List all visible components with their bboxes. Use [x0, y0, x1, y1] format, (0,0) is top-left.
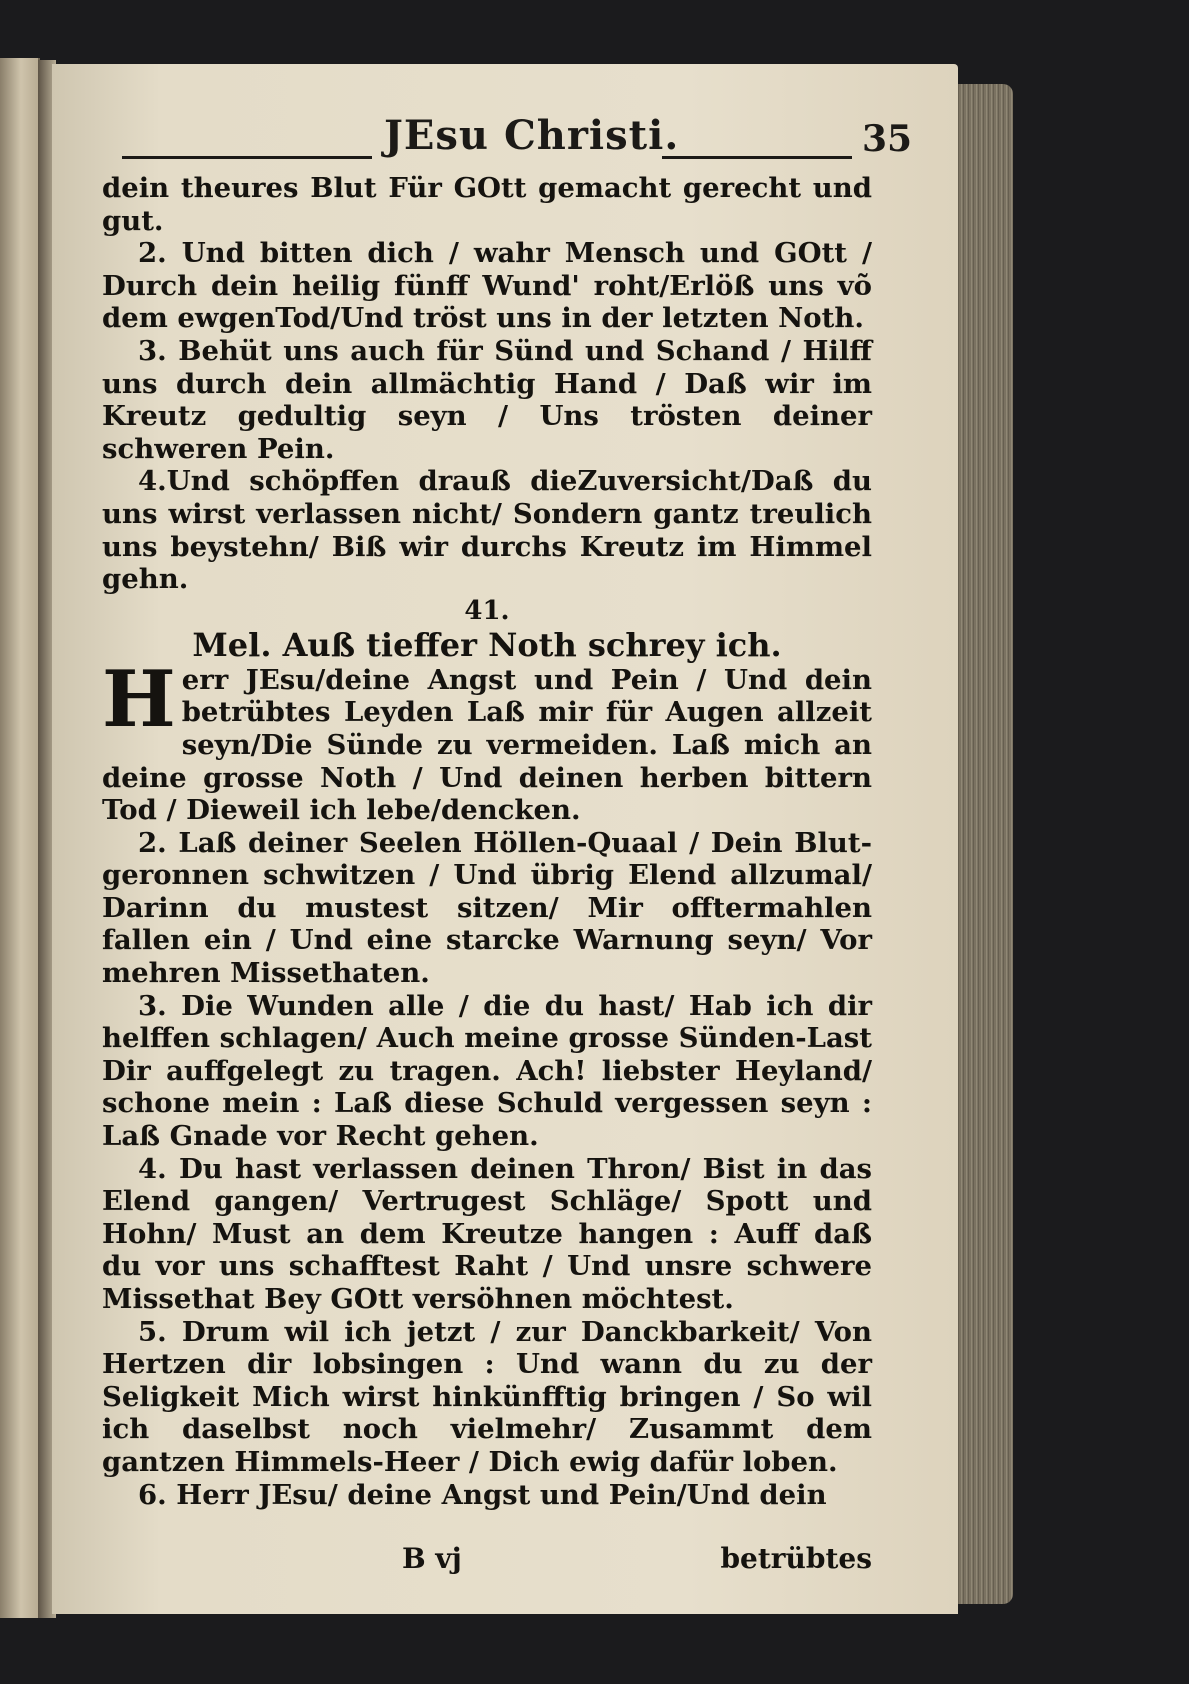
verse-40-2: 2. Und bitten dich / wahr Mensch und GOtt / Durch dein heilig fünff Wund' roht/Erlöß uns võ dem ewgenTod/Und tröst uns in der letzten Noth. [102, 237, 872, 335]
page-fore-edges [955, 84, 1013, 1604]
header-rule-left [122, 156, 372, 159]
page-text [102, 172, 872, 1511]
book-page [52, 64, 958, 1614]
melody-line: Mel. Auß tieffer Noth schrey ich. [192, 625, 782, 664]
header-rule-right [662, 156, 852, 159]
verse-40-3: 3. Behüt uns auch für Sünd und Schand / Hilff uns durch dein allmächtig Hand / Daß wir im Kreutz gedultig seyn / Uns trösten deiner schweren Pein. [102, 334, 872, 465]
verse-41-4: 4. Du hast verlassen deinen Thron/ Bist in das Elend gangen/ Vertrugest Schläge/ Spott und Hohn/ Must an dem Kreutze hangen : Auff daß du vor uns schafftest Raht / Und unsre schwere Missethat Bey GOtt versöhnen möchtest. [102, 1152, 872, 1315]
verse-41-6: 6. Herr JEsu/ deine Angst und Pein/Und dein [138, 1478, 827, 1511]
verse-41-2: 2. Laß deiner Seelen Höllen-Quaal / Dein Blut-geronnen schwitzen / Und übrig Elend allzumal/ Darinn du mustest sitzen/ Mir offtermahlen fallen ein / Und eine starcke Warnung seyn/ Vor mehren Missethaten. [102, 826, 872, 990]
catchword: betrübtes [720, 1542, 872, 1575]
verse-40-4: 4.Und schöpffen drauß dieZuversicht/Daß du uns wirst verlassen nicht/ Sondern gantz treulich uns beystehn/ Biß wir durchs Kreutz im Himmel gehn. [102, 465, 872, 596]
page-number: 35 [862, 118, 913, 160]
running-title: JEsu Christi. [384, 112, 680, 159]
hymn-number: 41. [464, 595, 510, 626]
facing-page-edge [0, 58, 40, 1618]
verse-41-5: 5. Drum wil ich jetzt / zur Danckbarkeit/ Von Hertzen dir lobsingen : Und wann du zu der Seligkeit Mich wirst hinkünfftig bringen / So wil ich daselbst noch vielmehr/ Zusammt dem gantzen Himmels-Heer / Dich ewig dafür loben. [102, 1315, 872, 1478]
page-footer [402, 1542, 872, 1582]
continuation-text: dein theures Blut Für GOtt gemacht gerecht und gut. [102, 172, 872, 237]
signature-mark: B vj [402, 1542, 462, 1575]
verse-41-1: Herr JEsu/deine Angst und Pein / Und dein betrübtes Leyden Laß mir für Augen allzeit seyn/Die Sünde zu vermeiden. Laß mich an deine grosse Noth / Und deinen herben bittern Tod / Dieweil ich lebe/dencken. [102, 653, 872, 827]
running-header [122, 112, 912, 168]
verse-41-3: 3. Die Wunden alle / die du hast/ Hab ich dir helffen schlagen/ Auch meine grosse Sünden-Last Dir auffgelegt zu tragen. Ach! liebster Heyland/ schone mein : Laß diese Schuld vergessen seyn : Laß Gnade vor Recht gehen. [102, 989, 872, 1153]
